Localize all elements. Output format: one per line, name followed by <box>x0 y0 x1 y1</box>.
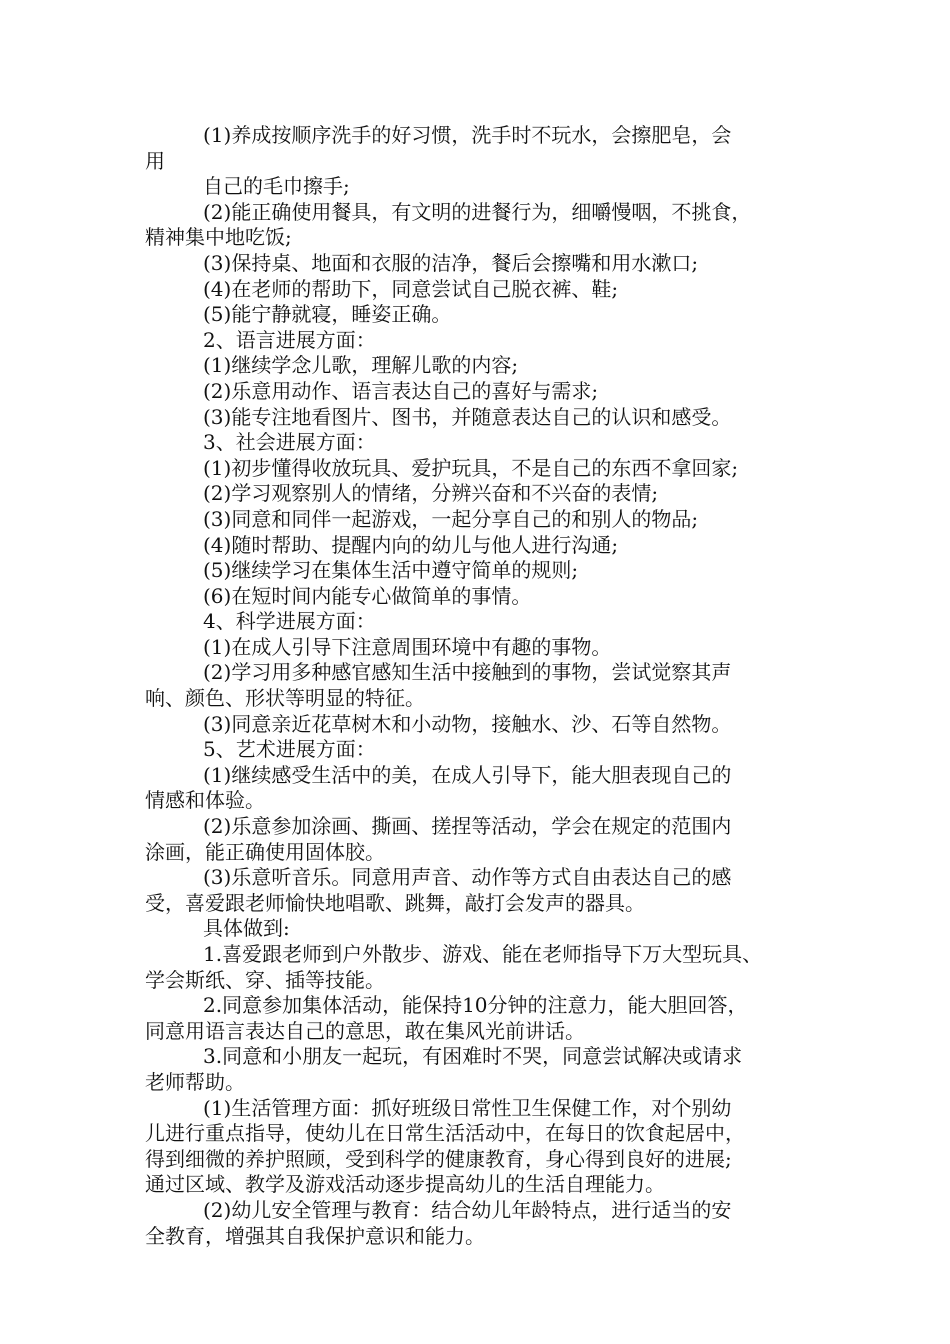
text-line: (3)同意和同伴一起游戏，一起分享自己的和别人的物品; <box>203 506 699 531</box>
text-line: 用 <box>145 148 165 173</box>
section-heading: 3、社会进展方面： <box>203 430 376 455</box>
text-line: 学会斯纸、穿、插等技能。 <box>145 967 385 992</box>
text-line: 精神集中地吃饭; <box>145 225 292 250</box>
text-line: (1)养成按顺序洗手的好习惯，洗手时不玩水，会擦肥皂，会 <box>203 123 732 147</box>
text-line: (6)在短时间内能专心做简单的事情。 <box>203 583 532 608</box>
text-line: (2)学习用多种感官感知生活中接触到的事物，尝试觉察其声 <box>203 660 732 685</box>
text-line: 全教育，增强其自我保护意识和能力。 <box>145 1223 485 1248</box>
section-heading: 2、语言进展方面： <box>203 327 376 352</box>
section-heading: 具体做到: <box>203 916 290 941</box>
text-line: (1)在成人引导下注意周围环境中有趣的事物。 <box>203 634 612 659</box>
text-line: 受，喜爱跟老师愉快地唱歌、跳舞，敲打会发声的器具。 <box>145 890 645 915</box>
text-line: 1.喜爱跟老师到户外散步、游戏、能在老师指导下万大型玩具、 <box>203 942 763 966</box>
text-line: (3)能专注地看图片、图书，并随意表达自己的认识和感受。 <box>203 404 732 429</box>
text-line: (5)能宁静就寝，睡姿正确。 <box>203 302 452 327</box>
text-line: (5)继续学习在集体生活中遵守简单的规则; <box>203 558 579 583</box>
text-line: (2)学习观察别人的情绪，分辨兴奋和不兴奋的表情; <box>203 481 659 506</box>
text-line: (4)随时帮助、提醒内向的幼儿与他人进行沟通; <box>203 532 619 557</box>
text-line: (2)乐意参加涂画、撕画、搓捏等活动，学会在规定的范围内 <box>203 814 732 839</box>
text-line: (4)在老师的帮助下，同意尝试自己脱衣裤、鞋; <box>203 276 619 301</box>
text-line: (1)生活管理方面：抓好班级日常性卫生保健工作，对个别幼 <box>203 1095 732 1120</box>
document-body <box>145 123 815 1249</box>
text-line: 自己的毛巾擦手; <box>203 174 350 199</box>
text-line: 通过区域、教学及游戏活动逐步提高幼儿的生活自理能力。 <box>145 1172 665 1197</box>
text-line: 响、颜色、形状等明显的特征。 <box>145 686 425 711</box>
text-line: (1)初步懂得收放玩具、爱护玩具，不是自己的东西不拿回家; <box>203 455 739 480</box>
text-line: (1)继续学念儿歌，理解儿歌的内容; <box>203 353 519 378</box>
text-line: 2.同意参加集体活动，能保持10分钟的注意力，能大胆回答， <box>203 993 748 1018</box>
text-line: (2)幼儿安全管理与教育：结合幼儿年龄特点，进行适当的安 <box>203 1197 732 1222</box>
text-line: (2)能正确使用餐具，有文明的进餐行为，细嚼慢咽，不挑食， <box>203 199 752 224</box>
text-line: 老师帮助。 <box>145 1069 245 1094</box>
text-line: 3.同意和小朋友一起玩，有困难时不哭，同意尝试解决或请求 <box>203 1044 743 1069</box>
text-line: 儿进行重点指导，使幼儿在日常生活活动中，在每日的饮食起居中， <box>145 1121 745 1146</box>
text-line: 同意用语言表达自己的意思，敢在集风光前讲话。 <box>145 1018 585 1043</box>
text-line: 涂画，能正确使用固体胶。 <box>145 839 385 864</box>
text-line: (2)乐意用动作、语言表达自己的喜好与需求; <box>203 378 599 403</box>
text-line: 得到细微的养护照顾，受到科学的健康教育，身心得到良好的进展; <box>145 1146 732 1171</box>
text-line: (1)继续感受生活中的美，在成人引导下，能大胆表现自己的 <box>203 762 732 787</box>
text-line: (3)乐意听音乐。同意用声音、动作等方式自由表达自己的感 <box>203 865 732 890</box>
section-heading: 5、艺术进展方面： <box>203 737 376 762</box>
section-heading: 4、科学进展方面： <box>203 609 376 634</box>
text-line: (3)保持桌、地面和衣服的洁净，餐后会擦嘴和用水漱口; <box>203 250 699 275</box>
text-line: (3)同意亲近花草树木和小动物，接触水、沙、石等自然物。 <box>203 711 732 736</box>
text-line: 情感和体验。 <box>145 788 265 813</box>
